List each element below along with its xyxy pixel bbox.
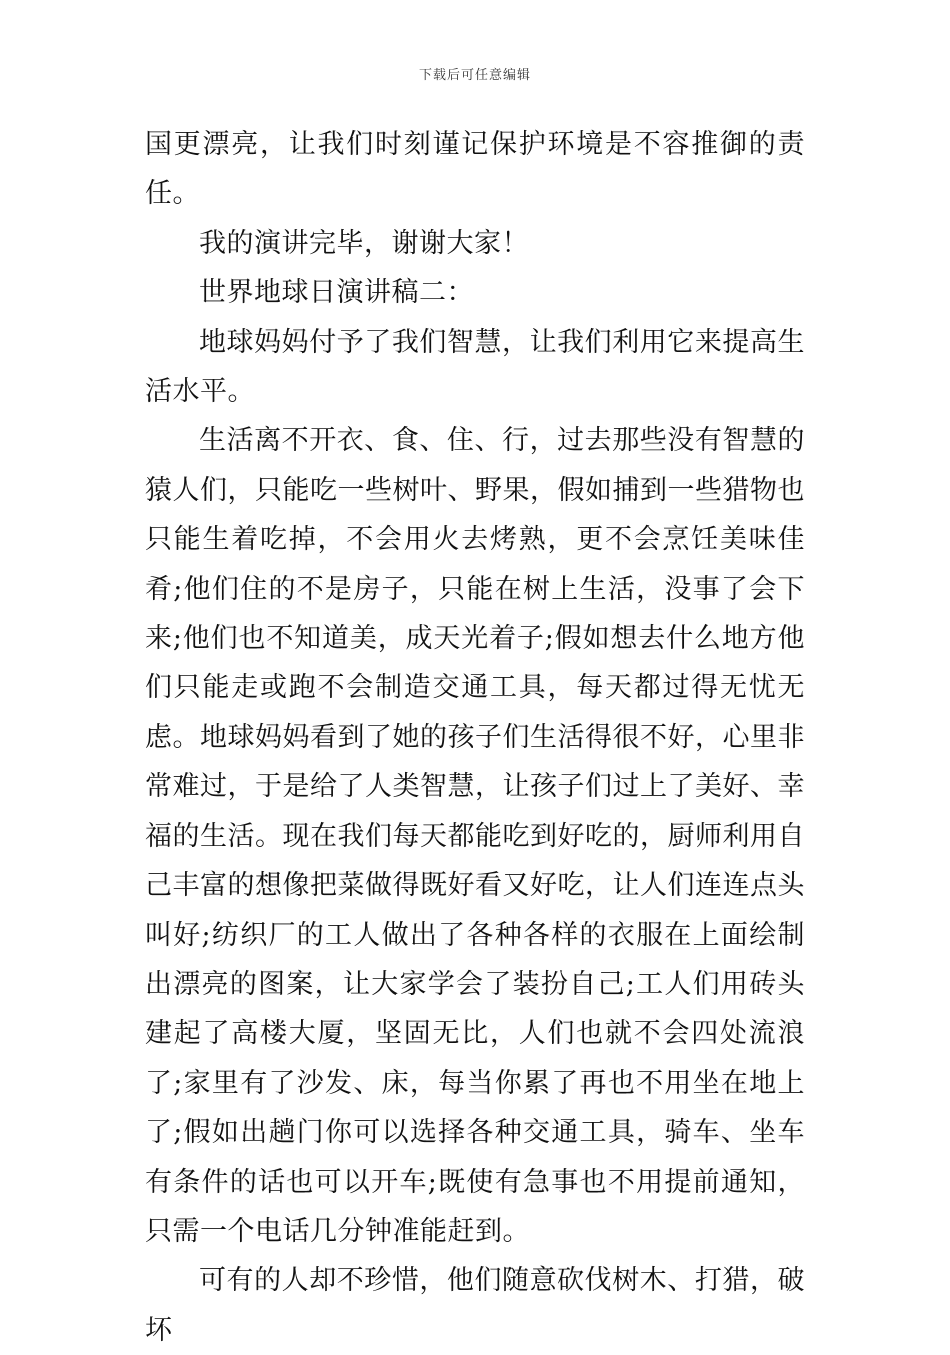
paragraph-4: 地球妈妈付予了我们智慧，让我们利用它来提高生活水平。 [145,326,805,408]
paragraph-2: 我的演讲完毕，谢谢大家！ [199,227,529,259]
paragraph-3-heading: 世界地球日演讲稿二： [199,277,474,309]
paragraph-1: 国更漂亮，让我们时刻谨记保护环境是不容推御的责任。 [145,129,805,210]
paragraph-6: 可有的人却不珍惜，他们随意砍伐树木、打猎，破坏 [145,1265,805,1346]
paragraph-5: 生活离不开衣、食、住、行，过去那些没有智慧的猿人们，只能吃一些树叶、野果，假如捕到一些猎物也只能生着吃掉，不会用火去烤熟，更不会烹饪美味佳肴;他们住的不是房子，只能在树上生活，没事了会下来;他们也不知道美，成天光着子;假如想去什么地方他们只能走或跑不会制造交通工具，每天都过得无忧无虑。地球妈妈看到了她的孩子们生活得很不好，心里非常难过，于是给了人类智慧，让孩子们过上了美好、幸福的生活。现在我们每天都能吃到好吃的，厨师利用自己丰富的想像把菜做得既好看又好吃，让人们连连点头叫好;纺织厂的工人做出了各种各样的衣服在上面绘制出漂亮的图案，让大家学会了装扮自己;工人们用砖头建起了高楼大厦，坚固无比，人们也就不会四处流浪了;家里有了沙发、床，每当你累了再也不用坐在地上了;假如出趟门你可以选择各种交通工具，骑车、坐车有条件的话也可以开车;既使有急事也不用提前通知，只需一个电话几分钟准能赶到。 [145,425,805,1247]
document-body [145,120,805,1355]
page-header-note: 下载后可任意编辑 [418,68,531,83]
